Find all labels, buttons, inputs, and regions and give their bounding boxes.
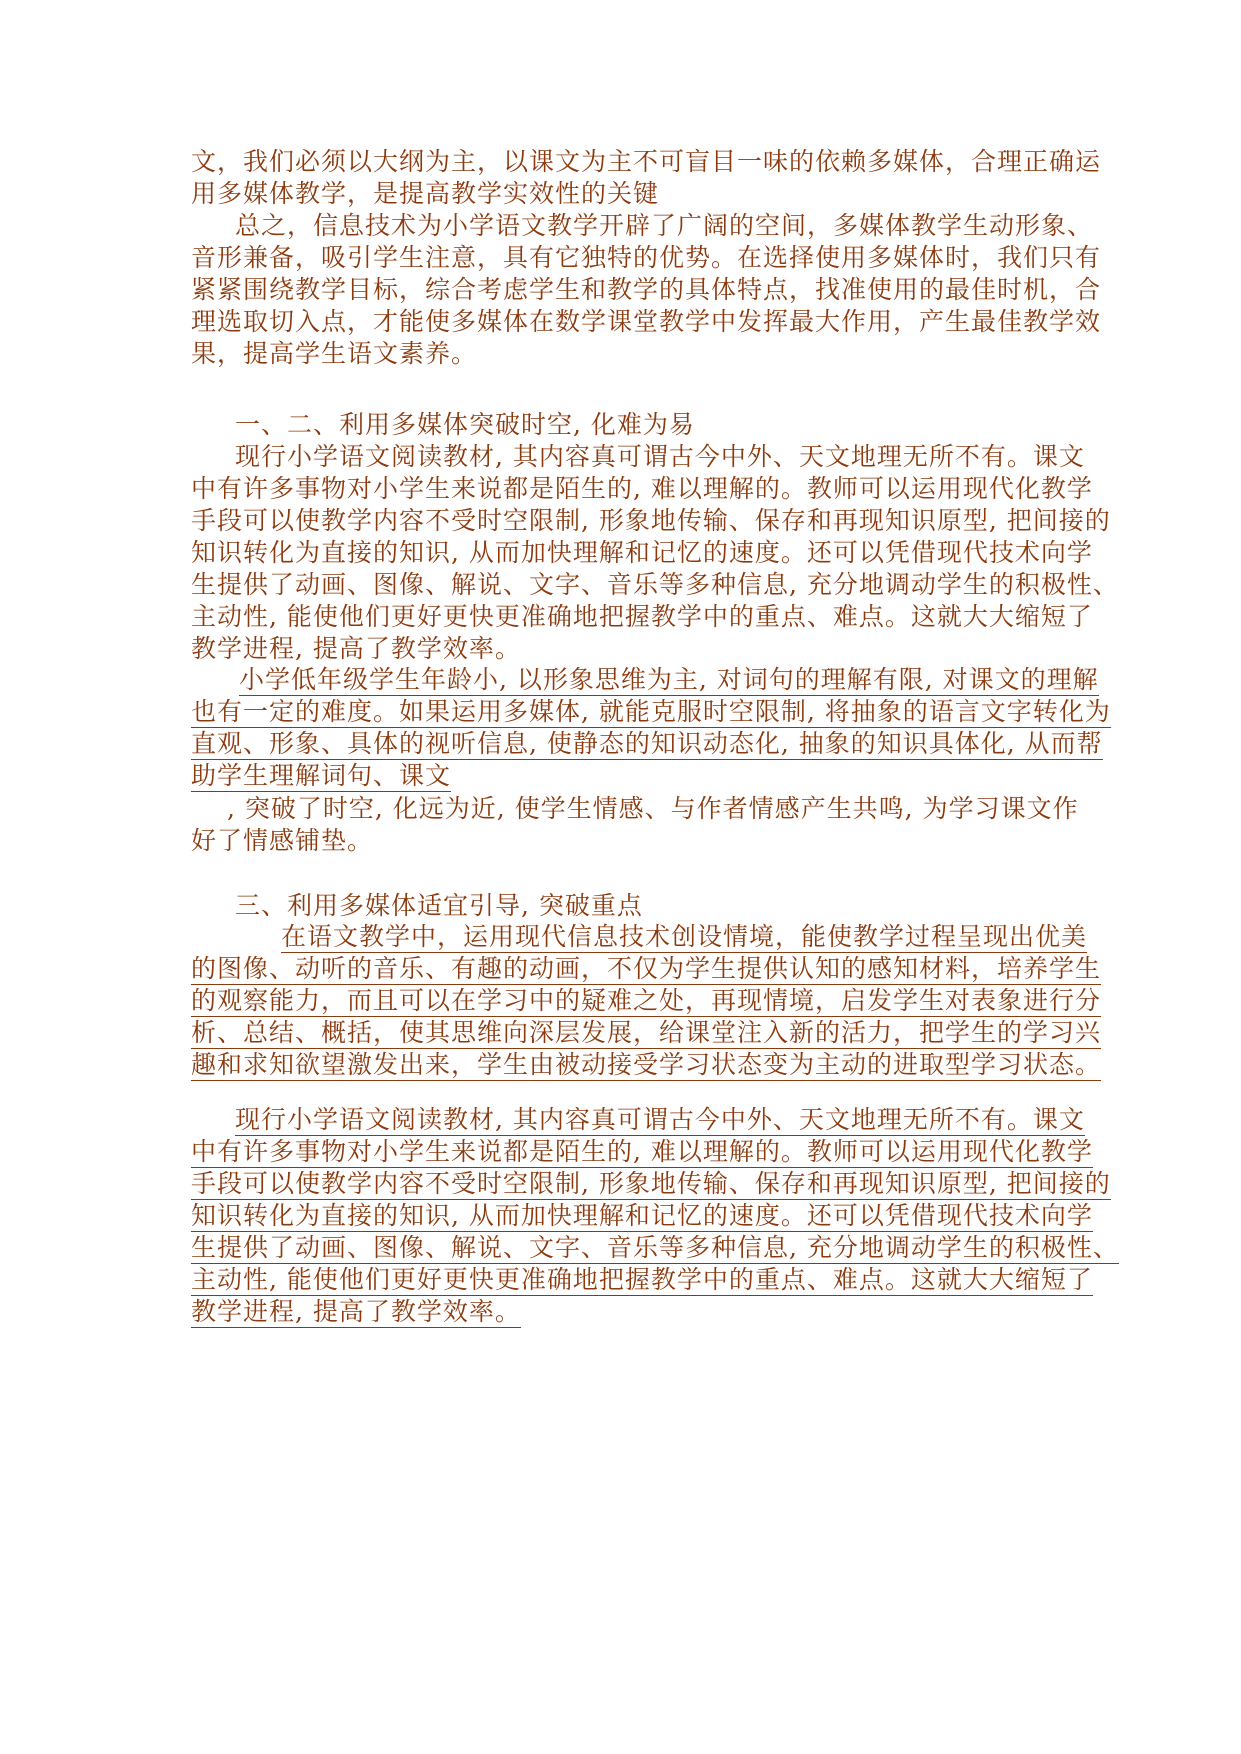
underlined-line: 析、总结、概括，使其思维向深层发展，给课堂注入新的活力，把学生的学习兴 (191, 1018, 1102, 1047)
text-line: 紧紧围绕教学目标，综合考虑学生和教学的具体特点，找准使用的最佳时机，合 (191, 275, 1102, 304)
underlined-line: 知识转化为直接的知识, 从而加快理解和记忆的速度。还可以凭借现代技术向学 (191, 1201, 1093, 1230)
text-line: 好了情感铺垫。 (191, 826, 374, 855)
text-line: 手段可以使教学内容不受时空限制, 形象地传输、保存和再现知识原型, 把间接的 (191, 506, 1111, 535)
text-line: 生提供了动画、图像、解说、文字、音乐等多种信息, 充分地调动学生的积极性、 (191, 570, 1119, 599)
underlined-line: 趣和求知欲望激发出来，学生由被动接受学习状态变为主动的进取型学习状态。 (191, 1050, 1102, 1079)
text-line: 理选取切入点，才能使多媒体在数学课堂教学中发挥最大作用，产生最佳教学效 (191, 307, 1102, 336)
text-line: , 突破了时空, 化远为近, 使学生情感、与作者情感产生共鸣, 为学习课文作 (227, 794, 1079, 823)
underlined-line: 也有一定的难度。如果运用多媒体, 就能克服时空限制, 将抽象的语言文字转化为 (191, 697, 1111, 726)
underlined-line: 在语文教学中，运用现代信息技术创设情境，能使教学过程呈现出优美 (281, 922, 1088, 951)
text-line: 知识转化为直接的知识, 从而加快理解和记忆的速度。还可以凭借现代技术向学 (191, 538, 1093, 567)
section-heading: 三、利用多媒体适宜引导, 突破重点 (235, 891, 643, 920)
underlined-line: 手段可以使教学内容不受时空限制, 形象地传输、保存和再现知识原型, 把间接的 (191, 1169, 1111, 1198)
underlined-line: 小学低年级学生年龄小, 以形象思维为主, 对词句的理解有限, 对课文的理解 (239, 665, 1099, 694)
text-line: 总之，信息技术为小学语文教学开辟了广阔的空间，多媒体教学生动形象、 (235, 211, 1094, 240)
text-line: 用多媒体教学，是提高教学实效性的关键 (191, 179, 660, 208)
underlined-line: 助学生理解词句、课文 (191, 761, 452, 790)
text-line: 中有许多事物对小学生来说都是陌生的, 难以理解的。教师可以运用现代化教学 (191, 474, 1093, 503)
text-line: 现行小学语文阅读教材, 其内容真可谓古今中外、天文地理无所不有。课文 (235, 442, 1085, 471)
underlined-line: 的图像、动听的音乐、有趣的动画，不仅为学生提供认知的感知材料，培养学生 (191, 954, 1102, 983)
text-line: 教学进程, 提高了教学效率。 (191, 634, 521, 663)
underlined-line: 的观察能力，而且可以在学习中的疑难之处，再现情境，启发学生对表象进行分 (191, 986, 1102, 1015)
text-line: 主动性, 能使他们更好更快更准确地把握教学中的重点、难点。这就大大缩短了 (191, 602, 1093, 631)
underlined-line: 主动性, 能使他们更好更快更准确地把握教学中的重点、难点。这就大大缩短了 (191, 1265, 1093, 1294)
text-line: 文，我们必须以大纲为主，以课文为主不可盲目一味的依赖多媒体，合理正确运 (191, 147, 1102, 176)
text-line: 果，提高学生语文素养。 (191, 339, 478, 368)
underlined-line: 中有许多事物对小学生来说都是陌生的, 难以理解的。教师可以运用现代化教学 (191, 1137, 1093, 1166)
section-heading: 一、二、利用多媒体突破时空, 化难为易 (235, 410, 695, 439)
underlined-line: 现行小学语文阅读教材, 其内容真可谓古今中外、天文地理无所不有。课文 (235, 1105, 1085, 1134)
underlined-line: 教学进程, 提高了教学效率。 (191, 1297, 521, 1326)
underlined-line: 生提供了动画、图像、解说、文字、音乐等多种信息, 充分地调动学生的积极性、 (191, 1233, 1119, 1262)
text-line: 音形兼备，吸引学生注意，具有它独特的优势。在选择使用多媒体时，我们只有 (191, 243, 1102, 272)
underlined-line: 直观、形象、具体的视听信息, 使静态的知识动态化, 抽象的知识具体化, 从而帮 (191, 729, 1103, 758)
